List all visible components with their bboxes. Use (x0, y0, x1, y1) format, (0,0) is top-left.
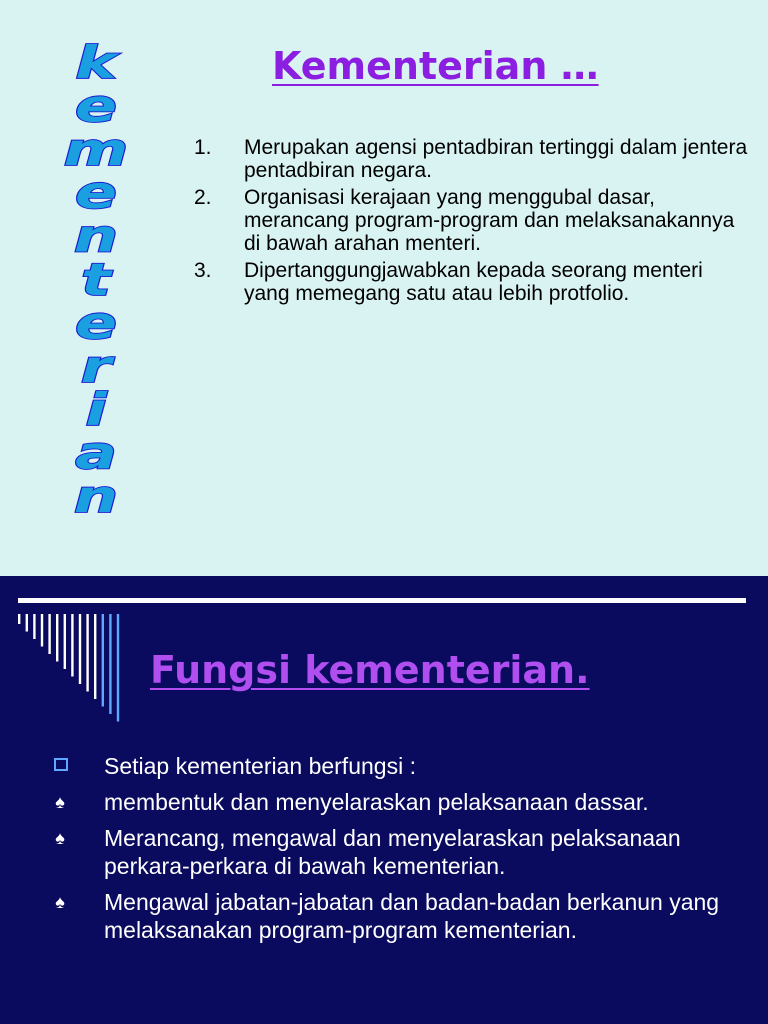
list-text: Merancang, mengawal dan menyelaraskan pelaksanaan perkara-perkara di bawah kementerian. (104, 825, 681, 879)
square-bullet-icon (54, 758, 68, 771)
stripe (48, 614, 50, 654)
stripe (117, 614, 119, 722)
stripe (79, 614, 81, 684)
list-text: Mengawal jabatan-jabatan dan badan-badan berkanun yang melaksanakan program-program kementerian. (104, 889, 720, 943)
list-number: 1. (194, 136, 212, 159)
stripe (26, 614, 28, 632)
list-item (194, 259, 754, 305)
list-number: 3. (194, 259, 212, 282)
wordart-letter: t (81, 253, 111, 306)
wordart-kementerian (0, 0, 190, 576)
divider-line (18, 598, 746, 603)
wordart-letter: n (73, 210, 119, 263)
list-item (194, 186, 754, 255)
spade-bullet-icon: ♠ (55, 828, 65, 848)
wordart-letter: a (75, 427, 117, 480)
stripe (33, 614, 35, 639)
stripe (64, 614, 66, 669)
list-number: 2. (194, 186, 212, 209)
bullet-list (50, 752, 750, 952)
stripe (56, 614, 58, 662)
numbered-list (194, 136, 754, 309)
wordart-letter: e (74, 80, 118, 133)
slide-title: Kementerian … (272, 44, 599, 88)
list-item (194, 136, 754, 182)
list-text: Organisasi kerajaan yang menggubal dasar, merancang program-program dan melaksanakannya di bawah arahan menteri. (244, 186, 735, 255)
wordart-letter: e (74, 297, 118, 350)
stripe (102, 614, 104, 707)
slide-fungsi (0, 576, 768, 1024)
list-item (50, 888, 750, 944)
wordart-letter: e (74, 166, 118, 219)
list-item (50, 824, 750, 880)
stripe (41, 614, 43, 647)
spade-bullet-icon: ♠ (55, 792, 65, 812)
list-text: Merupakan agensi pentadbiran tertinggi dalam jentera pentadbiran negara. (244, 136, 748, 182)
stripe (71, 614, 73, 677)
stripe (94, 614, 96, 699)
wordart-letter: k (75, 36, 117, 89)
decorative-stripes (16, 612, 136, 732)
stripe (86, 614, 88, 692)
spade-bullet-icon: ♠ (55, 892, 65, 912)
wordart-letter: m (63, 123, 129, 176)
stripe (18, 614, 20, 624)
slide-title: Fungsi kementerian. (150, 648, 590, 692)
list-text: membentuk dan menyelaraskan pelaksanaan dassar. (104, 789, 649, 815)
stripe (109, 614, 111, 714)
list-item (50, 752, 750, 780)
wordart-letter: n (73, 470, 119, 523)
wordart-letter: r (80, 340, 112, 393)
list-text: Dipertanggungjawabkan kepada seorang menteri yang memegang satu atau lebih protfolio. (244, 259, 703, 305)
wordart-letter: i (85, 383, 107, 436)
list-item (50, 788, 750, 816)
list-text: Setiap kementerian berfungsi : (104, 753, 416, 779)
